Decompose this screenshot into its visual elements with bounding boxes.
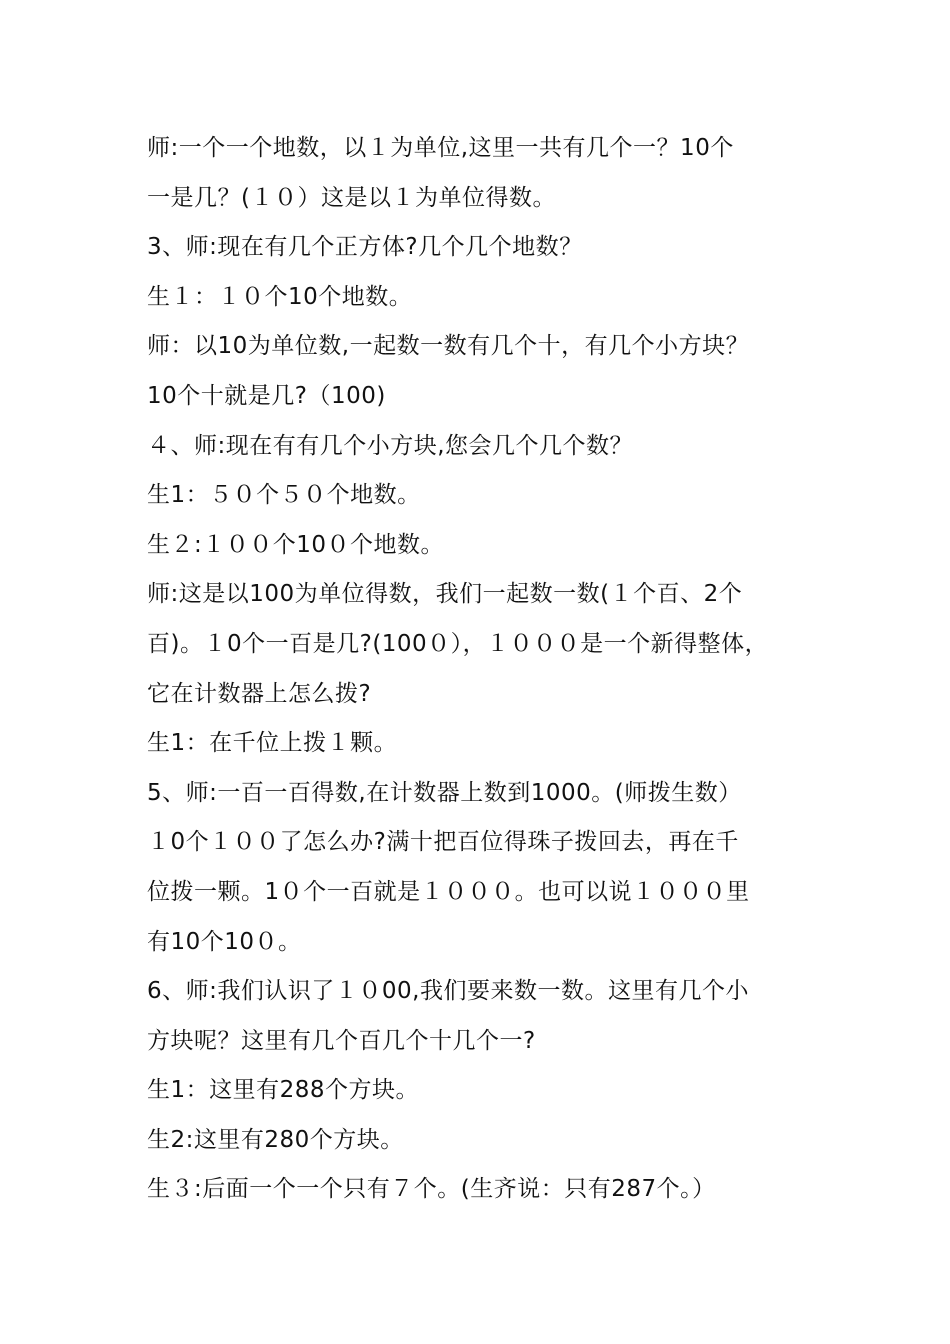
text-line-18: 6、师:我们认识了１０00,我们要来数一数。这里有几个小 [147,978,749,1005]
text-line-4: 生１：１０个10个地数。 [147,283,413,310]
text-line-7: ４、师:现在有有几个小方块,您会几个几个数？ [147,432,634,459]
text-line-9: 生２:１００个10０个地数。 [147,531,445,558]
text-line-6: 10个十就是几?（100) [147,382,386,409]
text-line-1: 师:一个一个地数，以１为单位,这里一共有几个一？10个 [147,135,734,161]
text-line-11: 百)。１0个一百是几?(100０），１０００是一个新得整体， [147,630,769,657]
lesson-transcript [147,124,827,1215]
text-line-12: 它在计数器上怎么拨? [147,680,372,707]
text-line-2: 一是几？(１０）这是以１为单位得数。 [147,184,556,211]
text-line-17: 有10个10０。 [147,928,302,955]
text-line-21: 生2:这里有280个方块。 [147,1126,404,1153]
text-line-8: 生1：５０个５０个地数。 [147,482,421,509]
text-line-10: 师:这是以100为单位得数，我们一起数一数(１个百、2个 [147,581,743,608]
text-line-19: 方块呢？这里有几个百几个十几个一? [147,1027,536,1054]
text-line-20: 生1：这里有288个方块。 [147,1077,420,1104]
text-line-22: 生３:后面一个一个只有７个。(生齐说：只有287个。） [147,1176,716,1203]
text-line-15: １0个１００了怎么办?满十把百位得珠子拨回去，再在千 [147,829,739,856]
text-line-3: 3、师:现在有几个正方体?几个几个地数？ [147,234,583,261]
text-line-16: 位拨一颗。1０个一百就是１０００。也可以说１０００里 [147,878,750,905]
text-line-14: 5、师:一百一百得数,在计数器上数到1000。(师拨生数） [147,779,742,806]
text-line-13: 生1：在千位上拨１颗。 [147,730,398,757]
text-line-5: 师：以10为单位数,一起数一数有几个十，有几个小方块？ [147,333,750,360]
